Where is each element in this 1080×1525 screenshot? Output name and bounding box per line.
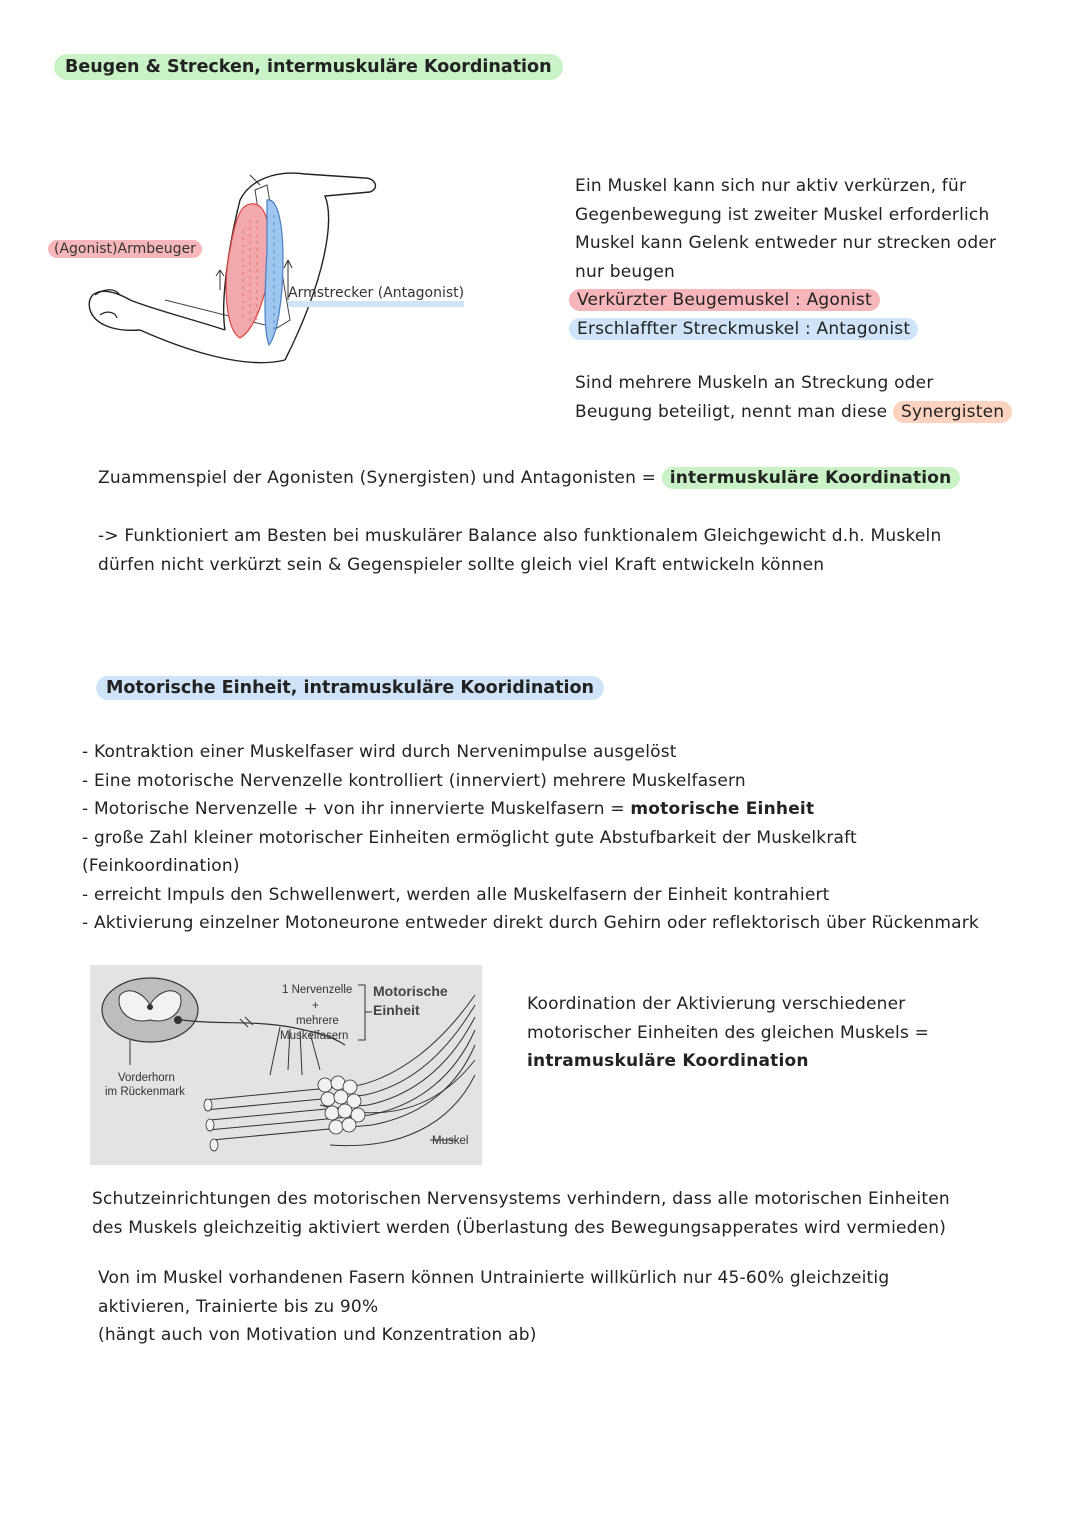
muscle-explanation-text	[575, 172, 1045, 343]
bullet-item-continuation: (Feinkoordination)	[82, 856, 240, 876]
motor-unit-figure	[90, 965, 482, 1165]
explanation-line: Gegenbewegung ist zweiter Muskel erforderlich	[575, 204, 990, 225]
explanation-line: Muskel kann Gelenk entweder nur strecken oder	[575, 233, 997, 253]
muscular-balance-text	[98, 522, 1058, 579]
synergist-line: Sind mehrere Muskeln an Streckung oder	[575, 373, 934, 393]
figure-label-plus: +	[312, 1000, 319, 1012]
intramuscular-line: Koordination der Aktivierung verschiedener	[527, 994, 906, 1014]
protection-text	[92, 1185, 1062, 1242]
balance-line: -> Funktioniert am Besten bei muskulärer Balance also funktionalem Gleichgewicht d.h. Muskeln	[98, 526, 942, 546]
figure-label-muskel: Muskel	[432, 1135, 469, 1147]
intermuscular-coordination-line	[98, 464, 1048, 493]
bullet-item: - erreicht Impuls den Schwellenwert, werden alle Muskelfasern der Einheit kontrahiert	[82, 884, 830, 905]
fiber-line: aktivieren, Trainierte bis zu 90%	[98, 1296, 379, 1317]
antagonist-definition: Erschlaffter Streckmuskel : Antagonist	[569, 318, 918, 340]
figure-label-einheit: Einheit	[373, 1002, 420, 1018]
bullet-prefix: - Motorische Nervenzelle + von ihr innervierte Muskelfasern =	[82, 799, 631, 819]
coordination-prefix: Zuammenspiel der Agonisten (Synergisten) und Antagonisten =	[98, 468, 662, 488]
intramuscular-coordination-text	[527, 990, 1047, 1076]
bullet-item: - Eine motorische Nervenzelle kontrolliert (innerviert) mehrere Muskelfasern	[82, 770, 746, 791]
fiber-line: Von im Muskel vorhandenen Fasern können Untrainierte willkürlich nur 45-60% gleichzeitig	[98, 1268, 890, 1288]
figure-label-nervenzelle: 1 Nervenzelle	[282, 984, 353, 996]
protection-line: Schutzeinrichtungen des motorischen Nervensystems verhindern, dass alle motorischen Einheiten	[92, 1189, 950, 1209]
figure-label-rueckenmark: im Rückenmark	[105, 1086, 185, 1098]
bullet-item: - Aktivierung einzelner Motoneurone entweder direkt durch Gehirn oder reflektorisch über Rückenmark	[82, 913, 979, 933]
coordination-term: intermuskuläre Koordination	[662, 467, 960, 489]
arm-diagram-svg	[45, 160, 525, 390]
bullet-item	[82, 795, 1062, 824]
protection-line: des Muskels gleichzeitig aktiviert werden (Überlastung des Bewegungsapperates wird vermieden)	[92, 1217, 947, 1238]
bullet-item: - große Zahl kleiner motorischer Einheiten ermöglicht gute Abstufbarkeit der Muskelkraft	[82, 827, 857, 848]
figure-label-mehrere: mehrere	[296, 1015, 339, 1027]
motor-unit-term: motorische Einheit	[630, 799, 815, 819]
synergist-text	[575, 369, 1045, 426]
figure-label-muskelfasern: Muskelfasern	[280, 1030, 349, 1042]
explanation-line: Ein Muskel kann sich nur aktiv verkürzen, für	[575, 176, 967, 196]
section-heading-motorische-einheit: Motorische Einheit, intramuskuläre Kooridination	[96, 676, 604, 700]
synergist-term: Synergisten	[893, 401, 1012, 423]
explanation-line: nur beugen	[575, 261, 675, 282]
arm-muscle-diagram	[45, 160, 525, 390]
fiber-line: (hängt auch von Motivation und Konzentration ab)	[98, 1325, 537, 1345]
balance-line: dürfen nicht verkürzt sein & Gegenspieler sollte gleich viel Kraft entwickeln können	[98, 554, 825, 575]
figure-label-motorische: Motorische	[373, 983, 448, 999]
fiber-activation-text	[98, 1264, 1058, 1350]
section-heading-beugen-strecken: Beugen & Strecken, intermuskuläre Koordination	[54, 54, 563, 80]
intramuscular-term: intramuskuläre Koordination	[527, 1051, 809, 1071]
antagonist-label-text: Armstrecker (Antagonist)	[288, 285, 464, 307]
agonist-definition: Verkürzter Beugemuskel : Agonist	[569, 289, 880, 311]
synergist-line-prefix: Beugung beteiligt, nennt man diese	[575, 401, 893, 422]
intramuscular-line: motorischer Einheiten des gleichen Muskels =	[527, 1022, 930, 1043]
agonist-label: (Agonist)Armbeuger	[48, 240, 202, 258]
motor-unit-bullet-list	[82, 738, 1062, 938]
bullet-item: - Kontraktion einer Muskelfaser wird durch Nervenimpulse ausgelöst	[82, 742, 677, 762]
antagonist-label	[288, 285, 464, 301]
figure-label-vorderhorn: Vorderhorn	[118, 1072, 175, 1084]
